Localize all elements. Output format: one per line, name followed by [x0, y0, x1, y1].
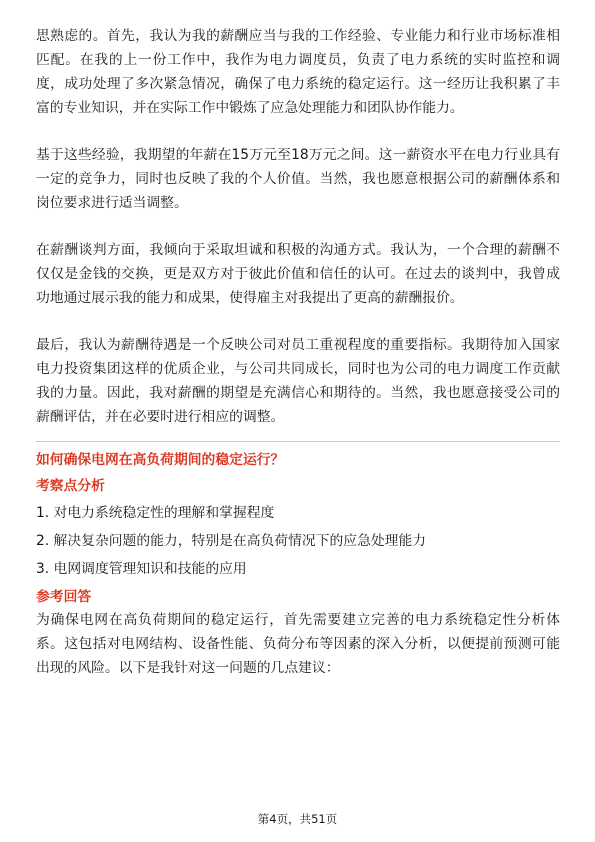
- body-paragraph: 思熟虑的。首先，我认为我的薪酬应当与我的工作经验、专业能力和行业市场标准相匹配。在我的上一份工作中，我作为电力调度员，负责了电力系统的实时监控和调度，成功处理了多次紧急情况，确保了电力系统的稳定运行。这一经历让我积累了丰富的专业知识，并在实际工作中锻炼了应急处理能力和团队协作能力。: [36, 28, 560, 116]
- body-paragraph: 最后，我认为薪酬待遇是一个反映公司对员工重视程度的重要指标。我期待加入国家电力投资集团这样的优质企业，与公司共同成长，同时也为公司的电力调度工作贡献我的力量。因此，我对薪酬的期望是充满信心和期待的。当然，我也愿意接受公司的薪酬评估，并在必要时进行相应的调整。: [36, 337, 560, 425]
- question-title: 如何确保电网在高负荷期间的稳定运行？: [36, 452, 285, 468]
- body-paragraph: 在薪酬谈判方面，我倾向于采取坦诚和积极的沟通方式。我认为，一个合理的薪酬不仅仅是金钱的交换，更是双方对于彼此价值和信任的认可。在过去的谈判中，我曾成功地通过展示我的能力和成果，使得雇主对我提出了更高的薪酬报价。: [36, 242, 560, 306]
- reference-heading: 参考回答: [36, 589, 92, 605]
- section-divider: [36, 441, 560, 442]
- body-paragraph: 基于这些经验，我期望的年薪在15万元至18万元之间。这一薪资水平在电力行业具有一定的竞争力，同时也反映了我的个人价值。当然，我也愿意根据公司的薪酬体系和岗位要求进行适当调整。: [36, 147, 560, 211]
- reference-answer: 为确保电网在高负荷期间的稳定运行，首先需要建立完善的电力系统稳定性分析体系。这包括对电网结构、设备性能、负荷分布等因素的深入分析，以便提前预测可能出现的风险。以下是我针对这一问题的几点建议：: [36, 612, 560, 676]
- analysis-item: 3. 电网调度管理知识和技能的应用: [36, 561, 247, 577]
- analysis-item: 1. 对电力系统稳定性的理解和掌握程度: [36, 505, 275, 521]
- analysis-item: 2. 解决复杂问题的能力，特别是在高负荷情况下的应急处理能力: [36, 533, 427, 549]
- analysis-heading: 考察点分析: [36, 478, 105, 494]
- analysis-list: [36, 501, 560, 581]
- document-page: [36, 24, 560, 680]
- page-number: 第4页，共51页: [257, 812, 338, 826]
